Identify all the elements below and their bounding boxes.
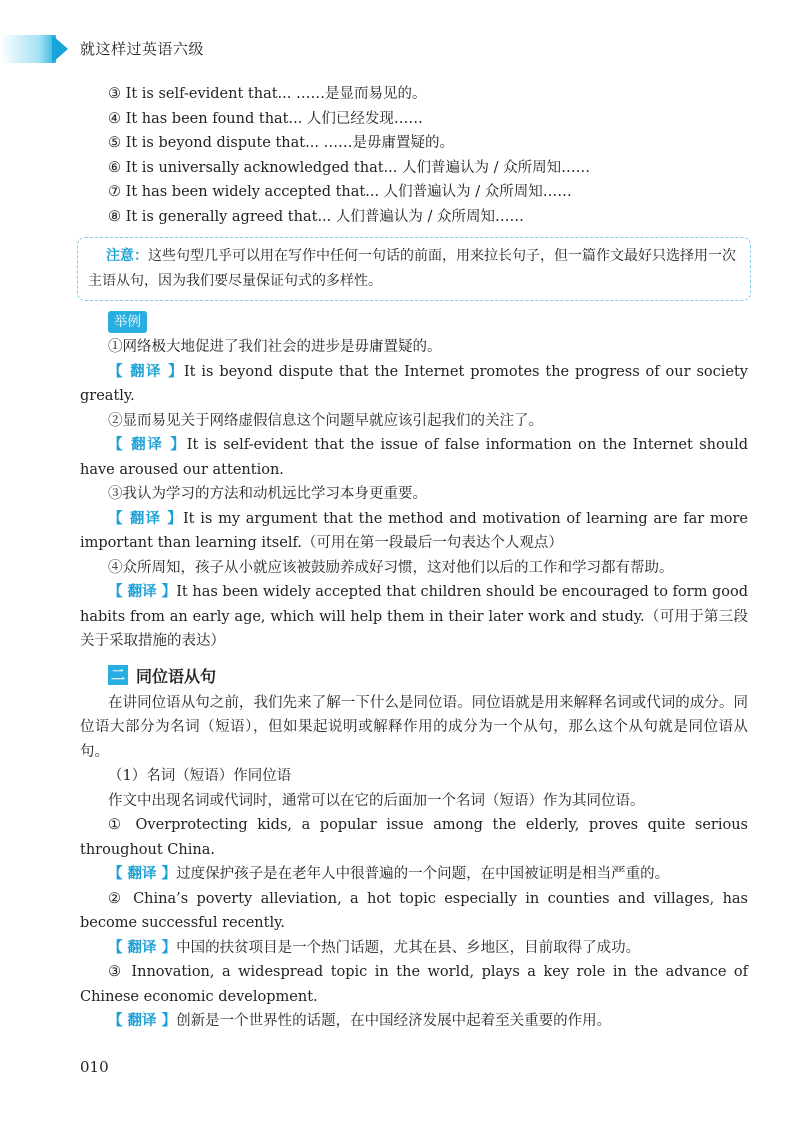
appositive-translation: [80, 1009, 748, 1034]
example-translation: [80, 580, 748, 654]
example-translation: [80, 433, 748, 482]
pattern-item: ⑥ It is universally acknowledged that... 人们普遍认为 / 众所周知……: [108, 159, 591, 176]
translate-tag: 【 翻译 】: [108, 584, 177, 600]
translate-tag: 【 翻译 】: [108, 510, 183, 527]
pattern-item: ④ It has been found that... 人们已经发现……: [108, 110, 423, 127]
translate-tag: 【 翻译 】: [108, 939, 177, 956]
appositive-example-cn: 中国的扶贫项目是一个热门话题，尤其在县、乡地区，目前取得了成功。: [176, 939, 641, 956]
example-cn: ②显而易见关于网络虚假信息这个问题早就应该引起我们的关注了。: [108, 412, 543, 429]
pattern-item: ⑤ It is beyond dispute that... ……是毋庸置疑的。: [108, 135, 455, 151]
subsection-intro: 作文中出现名词或代词时，通常可以在它的后面加一个名词（短语）作为其同位语。: [108, 792, 645, 809]
appositive-example-en: ② China’s poverty alleviation, a hot topic especially in counties and villages, has become successful recently.: [80, 890, 748, 931]
header-accent-bar: [0, 35, 56, 63]
pattern-item: ⑧ It is generally agreed that... 人们普遍认为 / 众所周知……: [108, 208, 524, 225]
translate-tag: 【 翻译 】: [108, 866, 177, 882]
section-intro: 在讲同位语从句之前，我们先来了解一下什么是同位语。同位语就是用来解释名词或代词的成分。同位语大部分为名词（短语），但如果起说明或解释作用的成分为一个从句，那么这个从句就是同位语从句。: [80, 694, 748, 760]
example-cn: ③我认为学习的方法和动机远比学习本身更重要。: [108, 486, 427, 502]
example-en: It is self-evident that the issue of false information on the Internet should have aroused our attention.: [80, 437, 748, 478]
note-text: 这些句型几乎可以用在写作中任何一句话的前面，用来拉长句子，但一篇作文最好只选择用一次主语从句，因为我们要尽量保证句式的多样性。: [88, 248, 736, 289]
appositive-translation: [80, 936, 748, 961]
note-title: 注意：: [106, 248, 148, 264]
pattern-item: ③ It is self-evident that... ……是显而易见的。: [108, 86, 427, 102]
example-badge: 举例: [108, 311, 147, 333]
example-en: It is my argument that the method and motivation of learning are far more important than learning itself.（可用在第一段最后一句表达个人观点）: [80, 510, 748, 551]
translate-tag: 【 翻译 】: [108, 437, 187, 453]
running-header-title: 就这样过英语六级: [80, 40, 205, 58]
example-en: It has been widely accepted that children should be encouraged to form good habits from an early age, which will help them in their later work and study.（可用于第三段关于采取措施的表达）: [80, 584, 748, 649]
subsection-title: （1）名词（短语）作同位语: [108, 768, 292, 784]
page-number: 010: [80, 1058, 109, 1076]
appositive-translation: [80, 862, 748, 887]
appositive-example-en: ① Overprotecting kids, a popular issue among the elderly, proves quite serious throughout China.: [80, 817, 748, 858]
section-number-icon: 二: [108, 665, 128, 685]
section-heading: [108, 664, 748, 687]
appositive-example-cn: 创新是一个世界性的话题，在中国经济发展中起着至关重要的作用。: [176, 1013, 612, 1029]
example-translation: [80, 360, 748, 409]
pattern-item: ⑦ It has been widely accepted that... 人们普遍认为 / 众所周知……: [108, 184, 572, 200]
translate-tag: 【 翻译 】: [108, 1013, 177, 1029]
note-box: [77, 237, 751, 301]
appositive-example-en: ③ Innovation, a widespread topic in the world, plays a key role in the advance of Chinese economic development.: [80, 964, 748, 1005]
example-cn: ①网络极大地促进了我们社会的进步是毋庸置疑的。: [108, 339, 442, 355]
example-cn: ④众所周知，孩子从小就应该被鼓励养成好习惯，这对他们以后的工作和学习都有帮助。: [108, 559, 674, 576]
section-title: 同位语从句: [136, 666, 217, 686]
example-translation: [80, 507, 748, 556]
translate-tag: 【 翻译 】: [108, 363, 184, 380]
header-arrow-icon: [52, 35, 68, 63]
example-en: It is beyond dispute that the Internet promotes the progress of our society greatly.: [80, 363, 748, 404]
appositive-example-cn: 过度保护孩子是在老年人中很普遍的一个问题，在中国被证明是相当严重的。: [176, 866, 670, 882]
page-content: [80, 82, 748, 1034]
